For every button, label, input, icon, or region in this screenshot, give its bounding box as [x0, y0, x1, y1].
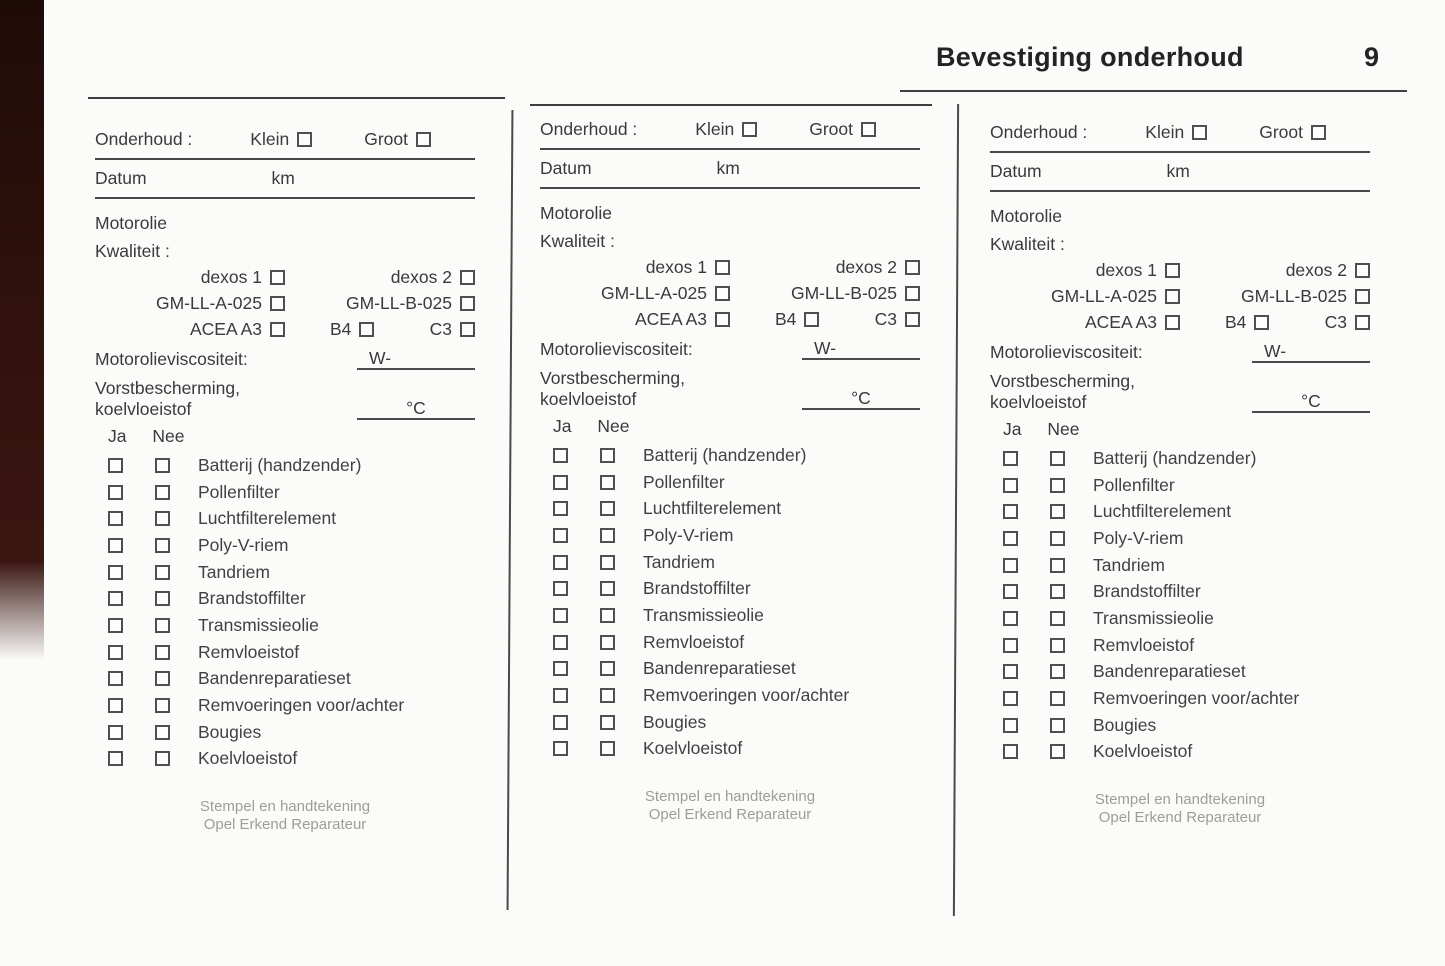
nee-checkbox[interactable] — [155, 511, 170, 526]
checklist-item-label: Bandenreparatieset — [643, 658, 796, 679]
acea-a3-label: ACEA A3 — [190, 318, 262, 339]
ja-checkbox[interactable] — [108, 591, 123, 606]
viscosity-row — [540, 338, 920, 360]
checklist-row — [95, 585, 475, 612]
viscosity-fill-line[interactable] — [802, 338, 920, 360]
checklist-item-label: Bougies — [1093, 714, 1157, 735]
gm-ll-b-checkbox[interactable] — [460, 296, 475, 311]
checklist-item-label: Koelvloeistof — [198, 748, 298, 769]
viscosity-row — [95, 348, 475, 370]
nee-checkbox[interactable] — [600, 448, 615, 463]
nee-checkbox[interactable] — [1050, 638, 1065, 653]
gm-ll-a-label: GM-LL-A-025 — [1050, 285, 1157, 306]
checklist-item-label: Remvloeistof — [1093, 634, 1195, 655]
onderhoud-row — [540, 118, 920, 150]
acea-a3-checkbox[interactable] — [270, 322, 285, 337]
checklist-item-label: Poly-V-riem — [643, 524, 734, 545]
ja-checkbox[interactable] — [553, 741, 568, 756]
ja-checkbox[interactable] — [1003, 478, 1018, 493]
column-divider-1 — [507, 110, 514, 910]
stamp-line-1: Stempel en handtekening — [1094, 791, 1266, 809]
stamp-area — [95, 798, 475, 834]
checklist-row — [990, 498, 1370, 525]
onderhoud-label: Onderhoud : — [540, 118, 638, 139]
b4-label: B4 — [330, 318, 352, 339]
checklist-row — [95, 666, 475, 693]
groot-checkbox[interactable] — [416, 132, 431, 147]
vorstbescherming-label: Vorstbescherming, koelvloeistof — [95, 378, 240, 419]
datum-row[interactable] — [540, 150, 920, 189]
nee-checkbox[interactable] — [600, 688, 615, 703]
gm-ll-b-label: GM-LL-B-025 — [1240, 285, 1347, 306]
checklist-item-label: Poly-V-riem — [198, 534, 289, 555]
frost-protection-row — [95, 378, 475, 420]
ja-header-label: Ja — [1003, 419, 1022, 439]
ja-checkbox[interactable] — [553, 608, 568, 623]
ja-checkbox[interactable] — [108, 645, 123, 660]
oil-quality-row-2 — [990, 285, 1370, 307]
gm-ll-b-checkbox[interactable] — [905, 286, 920, 301]
b4-label: B4 — [1225, 311, 1247, 332]
nee-checkbox[interactable] — [1050, 718, 1065, 733]
acea-a3-label: ACEA A3 — [1085, 311, 1157, 332]
nee-checkbox[interactable] — [600, 501, 615, 516]
ja-checkbox[interactable] — [1003, 531, 1018, 546]
groot-checkbox[interactable] — [1311, 125, 1326, 140]
onderhoud-label: Onderhoud : — [95, 128, 193, 149]
checklist-row — [540, 656, 920, 683]
celsius-label: °C — [851, 388, 871, 408]
stamp-line-1: Stempel en handtekening — [199, 798, 371, 816]
klein-label: Klein — [1145, 121, 1185, 142]
gm-ll-a-checkbox[interactable] — [270, 296, 285, 311]
groot-label: Groot — [1259, 121, 1303, 142]
checklist-item-label: Batterij (handzender) — [1093, 447, 1257, 468]
groot-option — [364, 129, 431, 150]
viscosity-row — [990, 341, 1370, 363]
nee-checkbox[interactable] — [600, 581, 615, 596]
checklist-item-label: Brandstoffilter — [643, 578, 751, 599]
nee-checkbox[interactable] — [155, 591, 170, 606]
checklist-item-label: Luchtfilterelement — [1093, 501, 1232, 522]
ja-checkbox[interactable] — [108, 698, 123, 713]
checklist-item-label: Bougies — [198, 721, 262, 742]
w-prefix-label: W- — [1264, 341, 1287, 361]
ja-checkbox[interactable] — [1003, 744, 1018, 759]
km-label: km — [716, 157, 740, 178]
vorstbescherming-label: Vorstbescherming, koelvloeistof — [540, 368, 685, 409]
checklist-item-label: Koelvloeistof — [643, 738, 743, 759]
ja-checkbox[interactable] — [1003, 584, 1018, 599]
checklist-row — [540, 575, 920, 602]
checklist-item-label: Tandriem — [198, 561, 270, 582]
datum-label: Datum — [95, 167, 147, 188]
stamp-area — [540, 788, 920, 824]
checklist-row — [540, 682, 920, 709]
checklist-item-label: Koelvloeistof — [1093, 741, 1193, 762]
gm-ll-a-checkbox[interactable] — [715, 286, 730, 301]
ja-checkbox[interactable] — [553, 475, 568, 490]
klein-label: Klein — [250, 128, 290, 149]
checklist — [95, 452, 475, 772]
ja-checkbox[interactable] — [553, 555, 568, 570]
oil-quality-row-1 — [990, 259, 1370, 281]
nee-checkbox[interactable] — [600, 475, 615, 490]
datum-label: Datum — [540, 157, 592, 178]
gm-ll-b-checkbox[interactable] — [1355, 289, 1370, 304]
dexos2-checkbox[interactable] — [460, 270, 475, 285]
checklist-row — [95, 692, 475, 719]
nee-checkbox[interactable] — [600, 661, 615, 676]
kwaliteit-label: Kwaliteit : — [95, 241, 170, 261]
nee-checkbox[interactable] — [1050, 584, 1065, 599]
oil-quality-row-1 — [95, 266, 475, 288]
onderhoud-row — [95, 128, 475, 160]
checklist-row — [95, 639, 475, 666]
acea-a3-checkbox[interactable] — [715, 312, 730, 327]
ja-checkbox[interactable] — [108, 751, 123, 766]
checklist-row — [540, 602, 920, 629]
nee-checkbox[interactable] — [600, 715, 615, 730]
checklist-row — [990, 578, 1370, 605]
checklist-row — [95, 612, 475, 639]
onderhoud-label: Onderhoud : — [990, 121, 1088, 142]
service-card-2 — [540, 118, 920, 824]
b4-checkbox[interactable] — [359, 322, 374, 337]
ja-checkbox[interactable] — [108, 671, 123, 686]
checklist-row — [990, 632, 1370, 659]
dexos1-label: dexos 1 — [645, 256, 707, 277]
c3-label: C3 — [1324, 311, 1347, 332]
checklist-row — [990, 605, 1370, 632]
checklist-row — [990, 552, 1370, 579]
checklist-row — [95, 479, 475, 506]
frost-protection-row — [990, 371, 1370, 413]
checklist-row — [95, 452, 475, 479]
groot-label: Groot — [809, 118, 853, 139]
checklist-item-label: Remvoeringen voor/achter — [198, 695, 405, 716]
nee-checkbox[interactable] — [155, 565, 170, 580]
ja-checkbox[interactable] — [553, 688, 568, 703]
checklist-item-label: Poly-V-riem — [1093, 527, 1184, 548]
klein-checkbox[interactable] — [297, 132, 312, 147]
nee-checkbox[interactable] — [155, 645, 170, 660]
page-title: Bevestiging onderhoud — [936, 42, 1244, 72]
b4-label: B4 — [775, 308, 797, 329]
datum-row[interactable] — [95, 160, 475, 199]
ja-nee-header — [990, 419, 1370, 441]
ja-header-label: Ja — [553, 416, 572, 436]
groot-label: Groot — [364, 128, 408, 149]
checklist-item-label: Pollenfilter — [643, 471, 725, 492]
frost-protection-row — [540, 368, 920, 410]
viscosity-fill-line[interactable] — [357, 348, 475, 370]
ja-checkbox[interactable] — [108, 511, 123, 526]
dexos1-label: dexos 1 — [200, 266, 262, 287]
ja-checkbox[interactable] — [108, 485, 123, 500]
groot-checkbox[interactable] — [861, 122, 876, 137]
nee-checkbox[interactable] — [1050, 691, 1065, 706]
checklist — [540, 442, 920, 762]
klein-option — [695, 119, 757, 140]
ja-checkbox[interactable] — [553, 581, 568, 596]
datum-row[interactable] — [990, 153, 1370, 192]
klein-option — [1145, 122, 1207, 143]
ja-nee-header — [95, 426, 475, 448]
checklist-item-label: Bougies — [643, 711, 707, 732]
nee-checkbox[interactable] — [155, 618, 170, 633]
gm-ll-a-checkbox[interactable] — [1165, 289, 1180, 304]
datum-label: Datum — [990, 160, 1042, 181]
checklist-item-label: Luchtfilterelement — [198, 508, 337, 529]
ja-checkbox[interactable] — [553, 501, 568, 516]
ja-checkbox[interactable] — [553, 635, 568, 650]
checklist-item-label: Transmissieolie — [198, 614, 319, 635]
ja-checkbox[interactable] — [108, 725, 123, 740]
nee-checkbox[interactable] — [600, 528, 615, 543]
kwaliteit-label: Kwaliteit : — [990, 234, 1065, 254]
celsius-fill-line[interactable] — [1252, 391, 1370, 413]
checklist-row — [540, 549, 920, 576]
nee-checkbox[interactable] — [600, 635, 615, 650]
c3-checkbox[interactable] — [1355, 315, 1370, 330]
gm-ll-a-label: GM-LL-A-025 — [600, 282, 707, 303]
motorolie-label: Motorolie — [540, 203, 612, 223]
km-label: km — [1166, 160, 1190, 181]
c3-label: C3 — [429, 318, 452, 339]
nee-checkbox[interactable] — [155, 671, 170, 686]
nee-checkbox[interactable] — [1050, 744, 1065, 759]
vorstbescherming-label: Vorstbescherming, koelvloeistof — [990, 371, 1135, 412]
gm-ll-a-label: GM-LL-A-025 — [155, 292, 262, 313]
service-card-1 — [95, 128, 475, 834]
ja-checkbox[interactable] — [108, 618, 123, 633]
checklist — [990, 445, 1370, 765]
nee-checkbox[interactable] — [155, 485, 170, 500]
nee-checkbox[interactable] — [155, 458, 170, 473]
checklist-row — [990, 659, 1370, 686]
checklist-item-label: Tandriem — [643, 551, 715, 572]
checklist-item-label: Pollenfilter — [1093, 474, 1175, 495]
klein-checkbox[interactable] — [1192, 125, 1207, 140]
ja-checkbox[interactable] — [1003, 451, 1018, 466]
dexos1-label: dexos 1 — [1095, 259, 1157, 280]
onderhoud-row — [990, 121, 1370, 153]
celsius-fill-line[interactable] — [802, 388, 920, 410]
checklist-row — [540, 495, 920, 522]
nee-checkbox[interactable] — [1050, 531, 1065, 546]
w-prefix-label: W- — [369, 348, 392, 368]
dexos1-checkbox[interactable] — [715, 260, 730, 275]
oil-quality-row-3 — [95, 318, 475, 340]
ja-checkbox[interactable] — [1003, 611, 1018, 626]
celsius-label: °C — [406, 398, 426, 418]
checklist-row — [990, 739, 1370, 766]
ja-checkbox[interactable] — [1003, 664, 1018, 679]
checklist-row — [540, 469, 920, 496]
nee-checkbox[interactable] — [1050, 478, 1065, 493]
klein-label: Klein — [695, 118, 735, 139]
ja-checkbox[interactable] — [1003, 691, 1018, 706]
checklist-row — [540, 442, 920, 469]
checklist-item-label: Brandstoffilter — [198, 588, 306, 609]
checklist-row — [95, 746, 475, 773]
ja-checkbox[interactable] — [553, 528, 568, 543]
oil-quality-row-3 — [990, 311, 1370, 333]
checklist-item-label: Remvloeistof — [198, 641, 300, 662]
checklist-item-label: Batterij (handzender) — [198, 454, 362, 475]
stamp-line-2: Opel Erkend Reparateur — [203, 816, 367, 834]
ja-nee-header — [540, 416, 920, 438]
checklist-row — [990, 472, 1370, 499]
ja-checkbox[interactable] — [553, 715, 568, 730]
ja-checkbox[interactable] — [1003, 504, 1018, 519]
celsius-fill-line[interactable] — [357, 398, 475, 420]
ja-checkbox[interactable] — [1003, 718, 1018, 733]
nee-checkbox[interactable] — [600, 608, 615, 623]
dexos2-label: dexos 2 — [390, 266, 452, 287]
ja-checkbox[interactable] — [553, 661, 568, 676]
c3-checkbox[interactable] — [905, 312, 920, 327]
motorolie-label: Motorolie — [95, 213, 167, 233]
checklist-row — [95, 532, 475, 559]
nee-checkbox[interactable] — [155, 698, 170, 713]
checklist-row — [540, 736, 920, 763]
oil-quality-row-3 — [540, 308, 920, 330]
ja-checkbox[interactable] — [108, 538, 123, 553]
column-divider-2 — [953, 104, 959, 916]
nee-header-label: Nee — [597, 416, 630, 436]
dexos1-checkbox[interactable] — [1165, 263, 1180, 278]
checklist-row — [95, 559, 475, 586]
acea-a3-checkbox[interactable] — [1165, 315, 1180, 330]
nee-checkbox[interactable] — [600, 741, 615, 756]
ja-checkbox[interactable] — [1003, 558, 1018, 573]
klein-option — [250, 129, 312, 150]
viscositeit-label: Motorolieviscositeit: — [95, 349, 248, 369]
klein-checkbox[interactable] — [742, 122, 757, 137]
groot-option — [1259, 122, 1326, 143]
km-label: km — [271, 167, 295, 188]
ja-checkbox[interactable] — [108, 565, 123, 580]
stamp-line-1: Stempel en handtekening — [644, 788, 816, 806]
nee-checkbox[interactable] — [1050, 504, 1065, 519]
stamp-area — [990, 791, 1370, 827]
nee-checkbox[interactable] — [600, 555, 615, 570]
dexos2-label: dexos 2 — [1285, 259, 1347, 280]
checklist-item-label: Remvoeringen voor/achter — [1093, 688, 1300, 709]
viscositeit-label: Motorolieviscositeit: — [990, 342, 1143, 362]
checklist-item-label: Pollenfilter — [198, 481, 280, 502]
checklist-row — [990, 525, 1370, 552]
acea-a3-label: ACEA A3 — [635, 308, 707, 329]
checklist-row — [990, 712, 1370, 739]
motorolie-label: Motorolie — [990, 206, 1062, 226]
groot-option — [809, 119, 876, 140]
checklist-item-label: Brandstoffilter — [1093, 581, 1201, 602]
checklist-row — [95, 719, 475, 746]
page-number: 9 — [1364, 42, 1380, 72]
checklist-item-label: Transmissieolie — [643, 604, 764, 625]
header-underline — [900, 90, 1407, 92]
dexos2-checkbox[interactable] — [905, 260, 920, 275]
checklist-row — [95, 505, 475, 532]
b4-checkbox[interactable] — [1254, 315, 1269, 330]
checklist-row — [990, 685, 1370, 712]
nee-header-label: Nee — [152, 426, 185, 446]
dexos2-checkbox[interactable] — [1355, 263, 1370, 278]
checklist-row — [540, 522, 920, 549]
oil-quality-row-2 — [95, 292, 475, 314]
checklist-item-label: Batterij (handzender) — [643, 444, 807, 465]
nee-checkbox[interactable] — [1050, 558, 1065, 573]
checklist-item-label: Bandenreparatieset — [1093, 661, 1246, 682]
stamp-line-2: Opel Erkend Reparateur — [1098, 809, 1262, 827]
nee-checkbox[interactable] — [1050, 611, 1065, 626]
oil-quality-row-2 — [540, 282, 920, 304]
service-card-3 — [990, 121, 1370, 827]
ja-checkbox[interactable] — [108, 458, 123, 473]
checklist-row — [990, 445, 1370, 472]
booklet-spine-shadow — [0, 0, 44, 660]
dexos1-checkbox[interactable] — [270, 270, 285, 285]
nee-header-label: Nee — [1047, 419, 1080, 439]
dexos2-label: dexos 2 — [835, 256, 897, 277]
checklist-item-label: Remvoeringen voor/achter — [643, 685, 850, 706]
viscositeit-label: Motorolieviscositeit: — [540, 339, 693, 359]
nee-checkbox[interactable] — [155, 751, 170, 766]
top-rule-column-2 — [530, 104, 932, 106]
nee-checkbox[interactable] — [1050, 664, 1065, 679]
nee-checkbox[interactable] — [1050, 451, 1065, 466]
checklist-item-label: Tandriem — [1093, 554, 1165, 575]
checklist-item-label: Remvloeistof — [643, 631, 745, 652]
nee-checkbox[interactable] — [155, 725, 170, 740]
kwaliteit-label: Kwaliteit : — [540, 231, 615, 251]
checklist-item-label: Transmissieolie — [1093, 607, 1214, 628]
nee-checkbox[interactable] — [155, 538, 170, 553]
top-rule-column-1 — [88, 97, 505, 99]
b4-checkbox[interactable] — [804, 312, 819, 327]
viscosity-fill-line[interactable] — [1252, 341, 1370, 363]
celsius-label: °C — [1301, 391, 1321, 411]
gm-ll-b-label: GM-LL-B-025 — [345, 292, 452, 313]
oil-quality-row-1 — [540, 256, 920, 278]
ja-checkbox[interactable] — [1003, 638, 1018, 653]
c3-label: C3 — [874, 308, 897, 329]
gm-ll-b-label: GM-LL-B-025 — [790, 282, 897, 303]
checklist-row — [540, 709, 920, 736]
ja-checkbox[interactable] — [553, 448, 568, 463]
checklist-row — [540, 629, 920, 656]
checklist-item-label: Bandenreparatieset — [198, 668, 351, 689]
checklist-item-label: Luchtfilterelement — [643, 498, 782, 519]
ja-header-label: Ja — [108, 426, 127, 446]
c3-checkbox[interactable] — [460, 322, 475, 337]
w-prefix-label: W- — [814, 338, 837, 358]
stamp-line-2: Opel Erkend Reparateur — [648, 806, 812, 824]
